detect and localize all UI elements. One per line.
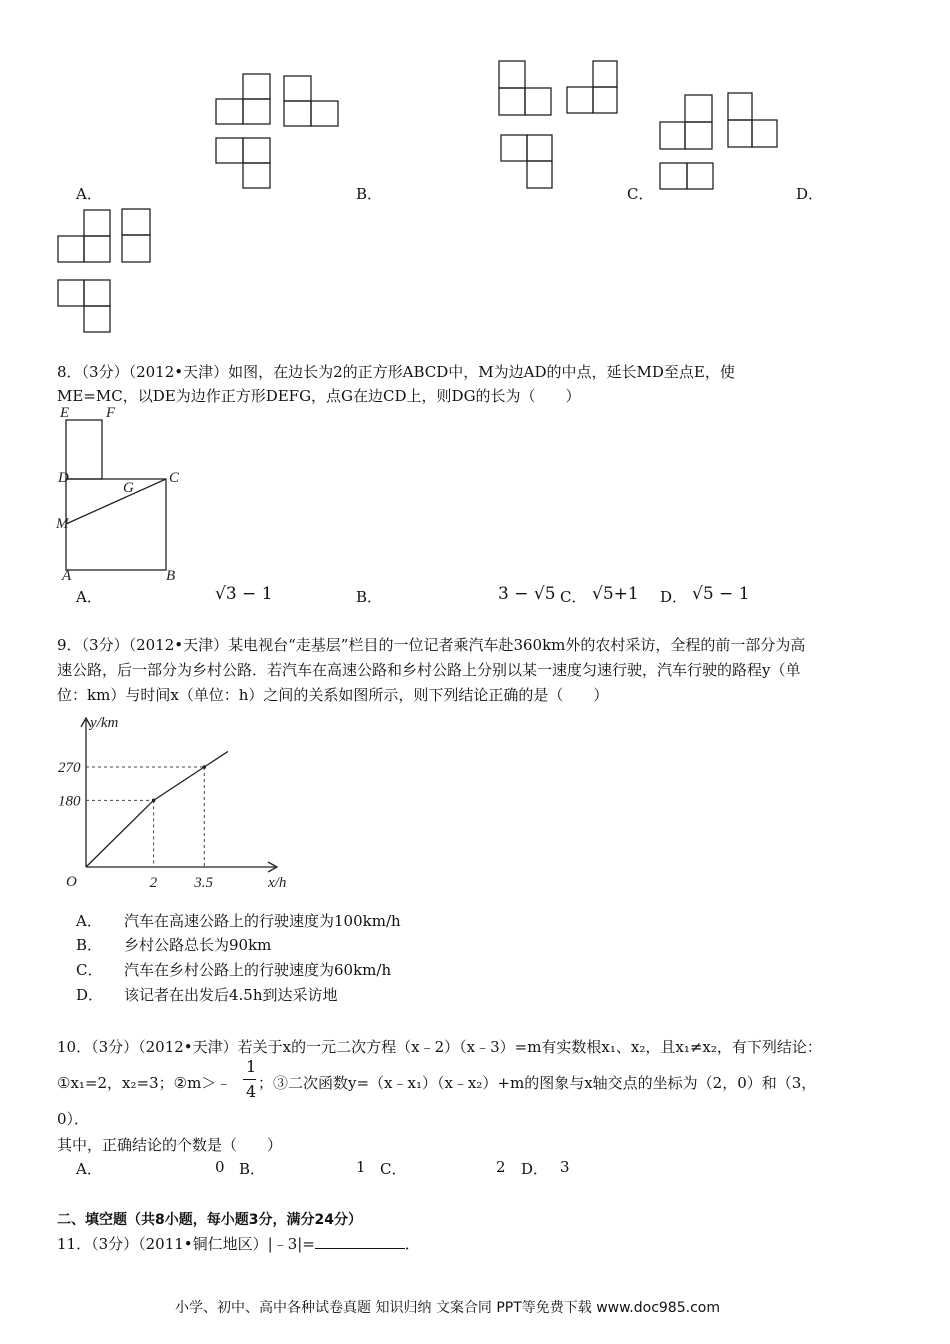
q9-option-c-text: 汽车在乡村公路上的行驶速度为60km/h — [124, 961, 392, 979]
q11-stem — [57, 1233, 420, 1254]
footer-text: 小学、初中、高中各种试卷真题 知识归纳 文案合同 PPT等免费下载 www.doc985.com — [175, 1300, 720, 1316]
q9-option-b-text: 乡村公路总长为90km — [124, 936, 272, 954]
q8-option-d-value: √5 − 1 — [692, 584, 750, 604]
q8-option-b-value: 3 − √5 — [498, 584, 556, 604]
fraction-denominator: 4 — [246, 1082, 257, 1101]
label-a: A — [62, 568, 72, 584]
q9-stem-line3: 位：km）与时间x（单位：h）之间的关系如图所示，则下列结论正确的是（ ） — [57, 686, 609, 704]
answer-blank[interactable] — [315, 1234, 405, 1249]
q8-stem-line1: 8．（3分）（2012•天津）如图，在边长为2的正方形ABCD中，M为边AD的中点，延长MD至点E，使 — [57, 363, 735, 381]
label-b: B — [166, 568, 176, 584]
label-e: E — [60, 405, 70, 421]
y-tick-label: 270 — [58, 759, 81, 776]
q9-option-b-label[interactable]: B． — [76, 936, 103, 954]
q10-stem-line1: 10．（3分）（2012•天津）若关于x的一元二次方程（x﹣2）（x﹣3）=m有实数根x₁、x₂，且x₁≠x₂，有下列结论： — [57, 1038, 822, 1056]
q9-option-d-label[interactable]: D． — [76, 986, 104, 1004]
q8-option-c-label[interactable]: C． — [560, 588, 587, 606]
q10-option-d-value: 3 — [560, 1158, 570, 1176]
q10-option-b-label[interactable]: B． — [239, 1160, 266, 1178]
q8-option-a-value: √3 − 1 — [215, 584, 273, 604]
q8-option-c-value: √5+1 — [592, 584, 639, 604]
q10-option-c-label[interactable]: C． — [380, 1160, 407, 1178]
q10-option-a-value: 0 — [215, 1158, 225, 1176]
q7-option-d[interactable]: D． — [796, 185, 824, 203]
label-m: M — [56, 516, 69, 532]
q10-stem-line2b: ；③二次函数y=（x﹣x₁）（x﹣x₂）+m的图象与x轴交点的坐标为（2，0）和（3， — [258, 1074, 817, 1092]
q11-text: 11．（3分）（2011•铜仁地区）|﹣3|= — [57, 1235, 315, 1253]
q9-option-c-label[interactable]: C． — [76, 961, 103, 979]
label-d: D — [58, 470, 69, 486]
q9-option-a-label[interactable]: A． — [76, 912, 102, 930]
data-point — [152, 799, 156, 803]
q7-option-c[interactable]: C． — [627, 185, 654, 203]
fraction-numerator: 1 — [246, 1057, 257, 1076]
q9-stem-line1: 9．（3分）（2012•天津）某电视台“走基层”栏目的一位记者乘汽车赴360km外的农村采访，全程的前一部分为高 — [57, 636, 806, 654]
q9-option-a-text: 汽车在高速公路上的行驶速度为100km/h — [124, 912, 401, 930]
fraction-bar — [243, 1079, 256, 1080]
q8-option-a-label[interactable]: A． — [76, 588, 102, 606]
q10-option-a-label[interactable]: A． — [76, 1160, 102, 1178]
y-tick-label: 180 — [58, 793, 81, 810]
q10-stem-line4: 其中，正确结论的个数是（ ） — [57, 1136, 283, 1154]
q9-stem-line2: 速公路，后一部分为乡村公路．若汽车在高速公路和乡村公路上分别以某一速度匀速行驶，汽车行驶的路程y（单 — [57, 661, 801, 679]
data-line — [86, 751, 228, 867]
q8-option-b-label[interactable]: B． — [356, 588, 383, 606]
y-axis-label: y/km — [90, 715, 119, 731]
q10-stem-line2a: ①x₁=2，x₂=3；②m＞﹣ — [57, 1074, 232, 1092]
q9-option-d-text: 该记者在出发后4.5h到达采访地 — [124, 986, 338, 1004]
x-tick-label: 3.5 — [194, 875, 214, 891]
data-point — [203, 765, 207, 769]
q8-option-d-label[interactable]: D． — [660, 588, 688, 606]
q7-option-b[interactable]: B． — [356, 185, 383, 203]
q8-stem-line2: ME=MC，以DE为边作正方形DEFG，点G在边CD上，则DG的长为（ ） — [57, 387, 581, 405]
q10-option-c-value: 2 — [496, 1158, 506, 1176]
origin-label: O — [66, 874, 77, 890]
x-axis-label: x/h — [268, 875, 287, 891]
label-f: F — [106, 405, 116, 421]
q10-option-b-value: 1 — [356, 1158, 366, 1176]
label-c: C — [169, 470, 180, 486]
q10-stem-line3: 0）． — [57, 1110, 90, 1128]
section-heading: 二、填空题（共8小题，每小题3分，满分24分） — [57, 1212, 362, 1228]
q11-end: ． — [404, 1235, 420, 1253]
q10-option-d-label[interactable]: D． — [521, 1160, 549, 1178]
x-tick-label: 2 — [149, 875, 158, 891]
label-g: G — [123, 480, 134, 496]
q7-option-a[interactable]: A． — [76, 185, 102, 203]
